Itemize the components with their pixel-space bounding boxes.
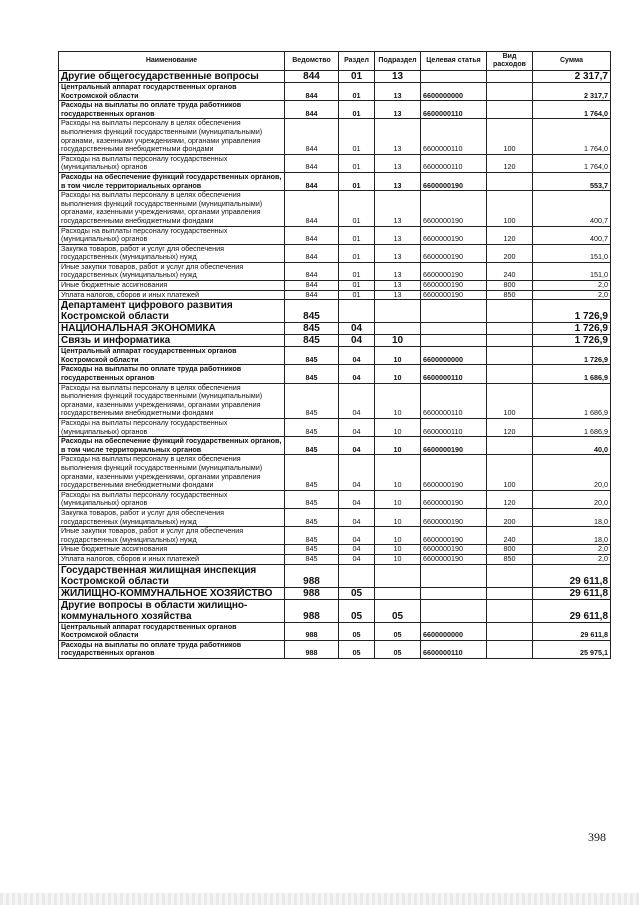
cell-exptype: [487, 640, 533, 658]
cell-name: Расходы на обеспечение функций государственных органов, в том числе территориальных органов: [59, 172, 285, 190]
cell-exptype: 200: [487, 508, 533, 526]
cell-sum: 1 764,0: [533, 119, 611, 154]
cell-sum: 2,0: [533, 545, 611, 555]
cell-exptype: [487, 587, 533, 599]
cell-exptype: [487, 71, 533, 83]
cell-exptype: [487, 83, 533, 101]
table-row: [59, 545, 611, 555]
cell-name: ЖИЛИЩНО-КОММУНАЛЬНОЕ ХОЗЯЙСТВО: [59, 587, 285, 599]
cell-exptype: [487, 101, 533, 119]
budget-table: [58, 51, 611, 659]
cell-target: 6600000190: [421, 508, 487, 526]
cell-sum: 20,0: [533, 490, 611, 508]
cell-name: Расходы на выплаты персоналу государственных (муниципальных) органов: [59, 490, 285, 508]
cell-dept: 988: [285, 622, 339, 640]
cell-exptype: 100: [487, 383, 533, 418]
cell-exptype: 240: [487, 527, 533, 545]
cell-subsection: 10: [375, 545, 421, 555]
cell-section: 01: [339, 244, 375, 262]
cell-exptype: 100: [487, 119, 533, 154]
cell-name: Расходы на выплаты персоналу государственных (муниципальных) органов: [59, 419, 285, 437]
cell-exptype: [487, 622, 533, 640]
cell-section: 01: [339, 226, 375, 244]
cell-section: 01: [339, 172, 375, 190]
cell-sum: 1 686,9: [533, 365, 611, 383]
table-row: [59, 154, 611, 172]
cell-section: 01: [339, 71, 375, 83]
cell-subsection: 10: [375, 419, 421, 437]
cell-subsection: 13: [375, 281, 421, 291]
cell-sum: 29 611,8: [533, 599, 611, 622]
cell-dept: 844: [285, 226, 339, 244]
cell-dept: 845: [285, 347, 339, 365]
cell-sum: 151,0: [533, 244, 611, 262]
table-row: [59, 101, 611, 119]
cell-dept: 844: [285, 154, 339, 172]
table-row: [59, 599, 611, 622]
cell-name: Департамент цифрового развития Костромской области: [59, 300, 285, 323]
cell-sum: 29 611,8: [533, 564, 611, 587]
cell-exptype: 240: [487, 262, 533, 280]
table-row: [59, 640, 611, 658]
cell-target: 6600000190: [421, 191, 487, 226]
cell-dept: 844: [285, 172, 339, 190]
cell-subsection: 13: [375, 119, 421, 154]
cell-name: Связь и информатика: [59, 335, 285, 347]
header-dept: Ведомство: [285, 52, 339, 71]
cell-sum: 400,7: [533, 191, 611, 226]
cell-section: 05: [339, 587, 375, 599]
table-row: [59, 262, 611, 280]
cell-subsection: 10: [375, 554, 421, 564]
cell-target: 6600000190: [421, 226, 487, 244]
cell-target: 6600000190: [421, 290, 487, 300]
cell-name: Расходы на выплаты персоналу в целях обеспечения выполнения функций государственными (муниципальными) органами, казенными учреждениями, органами управления государственными внебюджетными фондами: [59, 383, 285, 418]
table-row: [59, 527, 611, 545]
cell-subsection: 13: [375, 290, 421, 300]
cell-subsection: 05: [375, 599, 421, 622]
cell-sum: 1 686,9: [533, 419, 611, 437]
cell-target: 6600000110: [421, 640, 487, 658]
table-row: [59, 172, 611, 190]
cell-dept: 845: [285, 437, 339, 455]
cell-subsection: 05: [375, 622, 421, 640]
table-row: [59, 281, 611, 291]
cell-target: [421, 564, 487, 587]
cell-name: Иные закупки товаров, работ и услуг для обеспечения государственных (муниципальных) нужд: [59, 527, 285, 545]
cell-sum: 1 726,9: [533, 347, 611, 365]
cell-sum: 151,0: [533, 262, 611, 280]
cell-target: 6600000110: [421, 154, 487, 172]
cell-subsection: 13: [375, 154, 421, 172]
table-row: [59, 71, 611, 83]
cell-target: 6600000110: [421, 119, 487, 154]
cell-exptype: 800: [487, 545, 533, 555]
cell-section: 01: [339, 262, 375, 280]
table-row: [59, 622, 611, 640]
cell-target: 6600000190: [421, 437, 487, 455]
cell-name: Расходы на выплаты персоналу в целях обеспечения выполнения функций государственными (муниципальными) органами, казенными учреждениями, органами управления государственными внебюджетными фондами: [59, 119, 285, 154]
cell-subsection: 13: [375, 71, 421, 83]
cell-dept: 988: [285, 587, 339, 599]
cell-exptype: [487, 347, 533, 365]
cell-subsection: [375, 300, 421, 323]
cell-subsection: 10: [375, 383, 421, 418]
table-row: [59, 490, 611, 508]
cell-target: 6600000190: [421, 554, 487, 564]
cell-target: 6600000190: [421, 281, 487, 291]
header-name: Наименование: [59, 52, 285, 71]
cell-dept: 988: [285, 640, 339, 658]
table-row: [59, 226, 611, 244]
cell-section: 01: [339, 154, 375, 172]
cell-section: 04: [339, 335, 375, 347]
cell-sum: 29 611,8: [533, 587, 611, 599]
cell-target: [421, 71, 487, 83]
header-exptype: Вид расходов: [487, 52, 533, 71]
cell-name: Иные закупки товаров, работ и услуг для обеспечения государственных (муниципальных) нужд: [59, 262, 285, 280]
table-row: [59, 119, 611, 154]
cell-section: 04: [339, 527, 375, 545]
cell-sum: 1 764,0: [533, 101, 611, 119]
cell-section: [339, 564, 375, 587]
cell-subsection: 10: [375, 365, 421, 383]
cell-exptype: 200: [487, 244, 533, 262]
cell-sum: 400,7: [533, 226, 611, 244]
cell-exptype: [487, 335, 533, 347]
table-row: [59, 564, 611, 587]
cell-subsection: 10: [375, 508, 421, 526]
cell-exptype: [487, 564, 533, 587]
cell-section: 04: [339, 490, 375, 508]
cell-name: Уплата налогов, сборов и иных платежей: [59, 554, 285, 564]
cell-name: Расходы на выплаты персоналу государственных (муниципальных) органов: [59, 226, 285, 244]
cell-target: 6600000190: [421, 455, 487, 490]
cell-dept: 845: [285, 365, 339, 383]
table-row: [59, 437, 611, 455]
cell-sum: 29 611,8: [533, 622, 611, 640]
cell-subsection: 13: [375, 244, 421, 262]
table-row: [59, 323, 611, 335]
cell-target: 6600000190: [421, 172, 487, 190]
cell-subsection: 13: [375, 83, 421, 101]
cell-name: Иные бюджетные ассигнования: [59, 545, 285, 555]
cell-name: НАЦИОНАЛЬНАЯ ЭКОНОМИКА: [59, 323, 285, 335]
cell-dept: 844: [285, 83, 339, 101]
cell-dept: 844: [285, 119, 339, 154]
cell-exptype: [487, 365, 533, 383]
table-row: [59, 455, 611, 490]
cell-subsection: 10: [375, 335, 421, 347]
cell-exptype: 100: [487, 191, 533, 226]
table-row: [59, 300, 611, 323]
cell-target: 6600000110: [421, 383, 487, 418]
cell-section: 01: [339, 101, 375, 119]
cell-target: [421, 323, 487, 335]
table-row: [59, 554, 611, 564]
cell-section: 05: [339, 622, 375, 640]
cell-exptype: 850: [487, 554, 533, 564]
cell-section: 04: [339, 437, 375, 455]
cell-name: Другие вопросы в области жилищно-коммунального хозяйства: [59, 599, 285, 622]
cell-exptype: [487, 599, 533, 622]
cell-sum: 1 764,0: [533, 154, 611, 172]
cell-exptype: 100: [487, 455, 533, 490]
cell-exptype: [487, 323, 533, 335]
cell-section: 04: [339, 455, 375, 490]
table-row: [59, 244, 611, 262]
cell-target: 6600000190: [421, 527, 487, 545]
header-sum: Сумма: [533, 52, 611, 71]
cell-dept: 844: [285, 101, 339, 119]
cell-section: 01: [339, 281, 375, 291]
cell-sum: 553,7: [533, 172, 611, 190]
cell-section: 05: [339, 599, 375, 622]
cell-section: 05: [339, 640, 375, 658]
cell-sum: 2,0: [533, 290, 611, 300]
table-row: [59, 419, 611, 437]
table-row: [59, 191, 611, 226]
cell-dept: 845: [285, 383, 339, 418]
table-row: [59, 365, 611, 383]
cell-section: 01: [339, 290, 375, 300]
cell-sum: 1 726,9: [533, 323, 611, 335]
cell-exptype: [487, 172, 533, 190]
cell-exptype: [487, 300, 533, 323]
cell-dept: 844: [285, 262, 339, 280]
cell-name: Закупка товаров, работ и услуг для обеспечения государственных (муниципальных) нужд: [59, 244, 285, 262]
cell-target: 6600000190: [421, 262, 487, 280]
table-row: [59, 508, 611, 526]
cell-target: 6600000000: [421, 83, 487, 101]
cell-section: 04: [339, 347, 375, 365]
cell-name: Расходы на выплаты по оплате труда работников государственных органов: [59, 365, 285, 383]
cell-target: 6600000190: [421, 545, 487, 555]
cell-exptype: 120: [487, 154, 533, 172]
cell-dept: 845: [285, 545, 339, 555]
cell-name: Расходы на выплаты по оплате труда работников государственных органов: [59, 101, 285, 119]
cell-section: 04: [339, 323, 375, 335]
cell-section: 01: [339, 119, 375, 154]
cell-subsection: [375, 564, 421, 587]
cell-name: Центральный аппарат государственных органов Костромской области: [59, 347, 285, 365]
cell-exptype: 850: [487, 290, 533, 300]
cell-name: Расходы на выплаты персоналу государственных (муниципальных) органов: [59, 154, 285, 172]
header-section: Раздел: [339, 52, 375, 71]
cell-name: Иные бюджетные ассигнования: [59, 281, 285, 291]
table-header-row: [59, 52, 611, 71]
cell-dept: 845: [285, 323, 339, 335]
cell-subsection: 10: [375, 455, 421, 490]
cell-section: 04: [339, 365, 375, 383]
cell-sum: 2 317,7: [533, 83, 611, 101]
budget-table-sheet: [58, 51, 610, 659]
cell-sum: 18,0: [533, 508, 611, 526]
cell-dept: 844: [285, 281, 339, 291]
cell-sum: 40,0: [533, 437, 611, 455]
cell-section: 04: [339, 508, 375, 526]
cell-target: 6600000110: [421, 365, 487, 383]
cell-subsection: 13: [375, 172, 421, 190]
cell-name: Центральный аппарат государственных органов Костромской области: [59, 622, 285, 640]
cell-dept: 988: [285, 599, 339, 622]
cell-exptype: 800: [487, 281, 533, 291]
cell-dept: 845: [285, 490, 339, 508]
cell-section: 01: [339, 191, 375, 226]
cell-subsection: 13: [375, 191, 421, 226]
cell-sum: 2,0: [533, 281, 611, 291]
cell-dept: 844: [285, 244, 339, 262]
cell-subsection: 10: [375, 347, 421, 365]
cell-section: 01: [339, 83, 375, 101]
cell-name: Закупка товаров, работ и услуг для обеспечения государственных (муниципальных) нужд: [59, 508, 285, 526]
cell-section: 04: [339, 545, 375, 555]
cell-dept: 845: [285, 554, 339, 564]
header-target: Целевая статья: [421, 52, 487, 71]
cell-target: [421, 300, 487, 323]
cell-exptype: [487, 437, 533, 455]
table-body: [59, 71, 611, 659]
header-subsection: Подраздел: [375, 52, 421, 71]
cell-dept: 845: [285, 300, 339, 323]
cell-dept: 845: [285, 335, 339, 347]
cell-name: Расходы на выплаты персоналу в целях обеспечения выполнения функций государственными (муниципальными) органами, казенными учреждениями, органами управления государственными внебюджетными фондами: [59, 191, 285, 226]
cell-target: [421, 587, 487, 599]
cell-subsection: [375, 587, 421, 599]
cell-subsection: 05: [375, 640, 421, 658]
page-number: 398: [588, 830, 606, 844]
cell-exptype: 120: [487, 490, 533, 508]
cell-dept: 845: [285, 508, 339, 526]
cell-subsection: [375, 323, 421, 335]
cell-dept: 844: [285, 71, 339, 83]
cell-dept: 988: [285, 564, 339, 587]
cell-section: [339, 300, 375, 323]
cell-subsection: 13: [375, 262, 421, 280]
cell-dept: 844: [285, 191, 339, 226]
cell-dept: 845: [285, 455, 339, 490]
cell-target: 6600000000: [421, 347, 487, 365]
cell-target: 6600000110: [421, 419, 487, 437]
cell-subsection: 13: [375, 101, 421, 119]
cell-name: Расходы на выплаты по оплате труда работников государственных органов: [59, 640, 285, 658]
cell-exptype: 120: [487, 226, 533, 244]
cell-dept: 845: [285, 419, 339, 437]
cell-sum: 20,0: [533, 455, 611, 490]
cell-sum: 2,0: [533, 554, 611, 564]
cell-sum: 18,0: [533, 527, 611, 545]
cell-section: 04: [339, 554, 375, 564]
cell-section: 04: [339, 419, 375, 437]
cell-target: 6600000190: [421, 244, 487, 262]
cell-exptype: 120: [487, 419, 533, 437]
cell-sum: 1 726,9: [533, 335, 611, 347]
cell-target: [421, 335, 487, 347]
cell-target: 6600000190: [421, 490, 487, 508]
cell-name: Центральный аппарат государственных органов Костромской области: [59, 83, 285, 101]
cell-sum: 1 686,9: [533, 383, 611, 418]
table-row: [59, 347, 611, 365]
cell-dept: 845: [285, 527, 339, 545]
cell-target: [421, 599, 487, 622]
table-row: [59, 290, 611, 300]
cell-target: 6600000000: [421, 622, 487, 640]
cell-subsection: 10: [375, 527, 421, 545]
table-row: [59, 83, 611, 101]
table-row: [59, 335, 611, 347]
cell-name: Расходы на выплаты персоналу в целях обеспечения выполнения функций государственными (муниципальными) органами, казенными учреждениями, органами управления государственными внебюджетными фондами: [59, 455, 285, 490]
cell-name: Уплата налогов, сборов и иных платежей: [59, 290, 285, 300]
cell-dept: 844: [285, 290, 339, 300]
cell-sum: 2 317,7: [533, 71, 611, 83]
table-row: [59, 587, 611, 599]
cell-name: Государственная жилищная инспекция Костромской области: [59, 564, 285, 587]
cell-name: Другие общегосударственные вопросы: [59, 71, 285, 83]
cell-sum: 1 726,9: [533, 300, 611, 323]
scan-edge-strip: [0, 893, 639, 905]
cell-subsection: 10: [375, 437, 421, 455]
cell-name: Расходы на обеспечение функций государственных органов, в том числе территориальных органов: [59, 437, 285, 455]
cell-section: 04: [339, 383, 375, 418]
cell-target: 6600000110: [421, 101, 487, 119]
table-row: [59, 383, 611, 418]
cell-sum: 25 975,1: [533, 640, 611, 658]
cell-subsection: 10: [375, 490, 421, 508]
cell-subsection: 13: [375, 226, 421, 244]
